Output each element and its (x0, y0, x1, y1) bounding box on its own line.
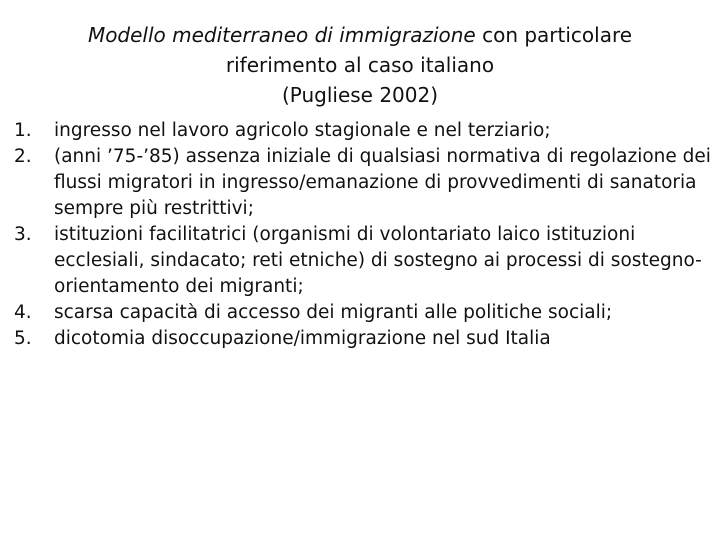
list-item-number: 1. (14, 120, 32, 141)
list-item (14, 222, 714, 300)
list-item-number: 4. (14, 302, 32, 323)
title-line-1 (60, 20, 660, 50)
numbered-list (14, 118, 714, 352)
list-item-number: 5. (14, 328, 32, 349)
list-item-text: ingresso nel lavoro agricolo stagionale e nel terziario; (54, 120, 551, 141)
title-line-3: (Pugliese 2002) (281, 83, 439, 107)
list-item-number: 2. (14, 146, 32, 167)
list-item-text: scarsa capacità di accesso dei migranti alle politiche sociali; (54, 302, 613, 323)
title-italic-part: Modello mediterraneo di immigrazione (87, 23, 476, 47)
list-item (14, 118, 714, 144)
list-item (14, 144, 714, 222)
title-rest-line-1: con particolare (475, 23, 633, 47)
list-item-text: istituzioni facilitatrici (organismi di volontariato laico istituzioni ecclesiali, sindacato; reti etniche) di sostegno ai processi di sostegno-orientamento dei migranti; (54, 224, 702, 297)
list-item (14, 326, 714, 352)
list-item-number: 3. (14, 224, 32, 245)
list-item-text: dicotomia disoccupazione/immigrazione nel sud Italia (54, 328, 551, 349)
list-item (14, 300, 714, 326)
title-line-2: riferimento al caso italiano (225, 53, 495, 77)
slide-title (60, 20, 660, 110)
list-item-text: (anni ’75-’85) assenza iniziale di qualsiasi normativa di regolazione dei flussi migratori in ingresso/emanazione di provvedimenti di sanatoria sempre più restrittivi; (54, 146, 711, 219)
